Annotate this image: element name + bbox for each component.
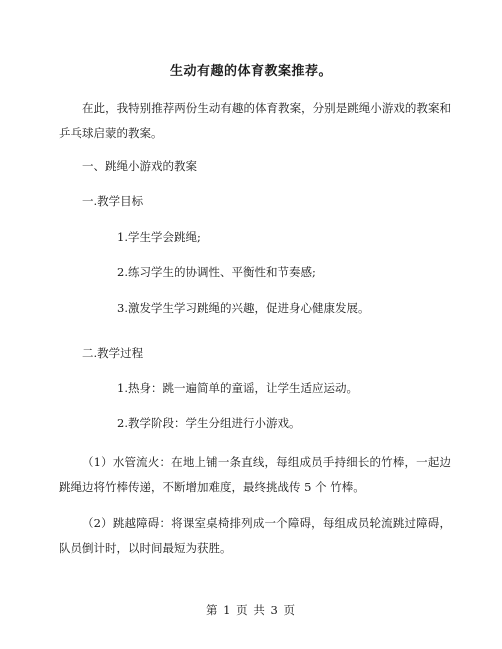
page-number-footer: 第 1 页 共 3 页	[206, 603, 296, 617]
process-item: 2.教学阶段：学生分组进行小游戏。	[117, 416, 301, 430]
goal-item: 2.练习学生的协调性、平衡性和节奏感;	[117, 265, 316, 279]
document-title: 生动有趣的体育教案推荐。	[169, 64, 332, 79]
game-description-1: （1）水管流火：在地上铺一条直线，每组成员手持细长的竹棒，一起边跳绳边将竹棒传递，不断增加难度，最终挑战传 5 个 竹棒。	[59, 455, 451, 494]
section-heading-jump-rope: 一、跳绳小游戏的教案	[82, 159, 197, 173]
game-description-2: （2）跳越障碍：将课室桌椅排列成一个障碍，每组成员轮流跳过障碍，队员倒计时，以时间最短为获胜。	[59, 516, 451, 555]
goal-item: 1.学生学会跳绳;	[117, 230, 201, 244]
subheading-teaching-goals: 一.教学目标	[82, 194, 144, 208]
intro-paragraph: 在此，我特别推荐两份生动有趣的体育教案，分别是跳绳小游戏的教案和乒乓球启蒙的教案。	[59, 101, 451, 140]
subheading-teaching-process: 二.教学过程	[82, 346, 144, 360]
process-item: 1.热身：跳一遍简单的童谣，让学生适应运动。	[117, 381, 358, 395]
goal-item: 3.激发学生学习跳绳的兴趣，促进身心健康发展。	[117, 301, 370, 315]
